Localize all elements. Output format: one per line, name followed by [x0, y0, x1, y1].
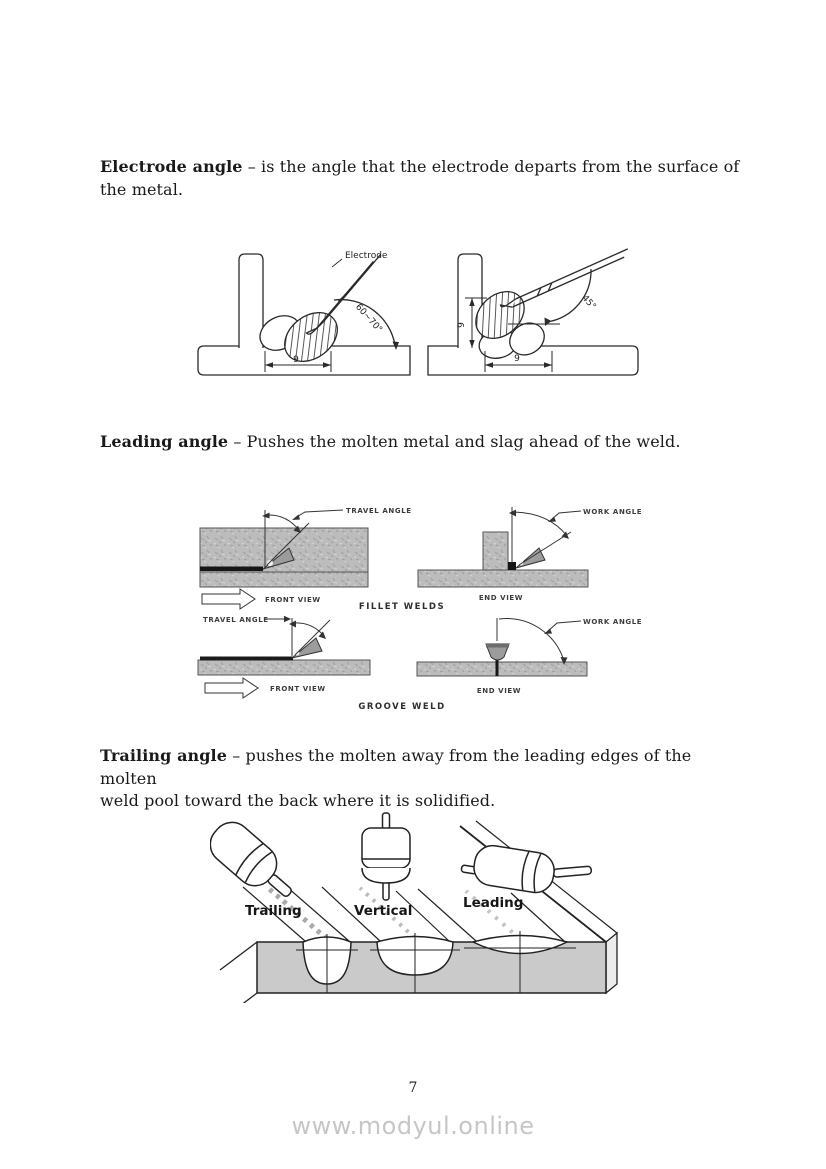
work-angle-label-fillet: WORK ANGLE: [583, 508, 643, 516]
electrode-label: Electrode: [345, 251, 388, 261]
weld-seam: [508, 562, 516, 570]
label-leader: [547, 621, 581, 632]
text-electrode-angle-line1: – is the angle that the electrode departs from the surface of: [242, 157, 740, 176]
front-view-label-groove: FRONT VIEW: [270, 685, 326, 693]
travel-angle-label-groove: TRAVEL ANGLE: [203, 616, 269, 624]
text-leading-angle-line1: – Pushes the molten metal and slag ahead of the weld.: [228, 432, 681, 451]
vertical-plate: [458, 254, 482, 348]
vertical-plate: [239, 254, 263, 348]
weld-seam: [200, 657, 293, 661]
angle-value-left: 60~70°: [353, 302, 384, 335]
term-leading-angle: Leading angle: [100, 432, 229, 451]
text-electrode-angle-line2: the metal.: [100, 179, 184, 199]
angle-arc: [334, 300, 399, 350]
fillet-front-view-diagram: [200, 510, 368, 609]
label-leading: Leading: [463, 895, 524, 911]
term-electrode-angle: Electrode angle: [100, 157, 243, 176]
label-leader: [551, 511, 581, 520]
dim-value-right-height: 9: [457, 322, 467, 328]
fillet-end-view-diagram: [418, 507, 588, 587]
slab-right-face: [606, 933, 617, 993]
weld-seam: [200, 567, 263, 572]
work-angle-arc: [514, 512, 567, 536]
travel-direction-arrow: [202, 589, 255, 609]
figure-travel-work-angle: [185, 493, 650, 715]
figure-electrode-angle: [195, 248, 640, 388]
label-leader: [295, 510, 343, 518]
tjoint-left-diagram: [198, 254, 410, 375]
tjoint-right-diagram: [428, 249, 638, 375]
weld-seam: [496, 659, 499, 676]
travel-direction-arrow: [205, 678, 258, 698]
text-trailing-angle-line1: – pushes the molten away from the leading edges of the molten: [100, 746, 692, 788]
term-trailing-angle: Trailing angle: [100, 746, 228, 765]
label-vertical: Vertical: [354, 903, 413, 919]
front-view-label-fillet: FRONT VIEW: [265, 596, 321, 604]
angle-value-right: 45°: [579, 293, 598, 312]
dim-value-left-width: 9: [293, 355, 299, 365]
text-trailing-angle-line2: weld pool toward the back where it is solidified.: [100, 791, 496, 810]
end-view-label-groove: END VIEW: [476, 687, 522, 695]
dim-value-right-width: 9: [514, 354, 520, 364]
work-angle-label-groove: WORK ANGLE: [583, 618, 643, 626]
paragraph-electrode-angle: [100, 156, 748, 201]
label-trailing: Trailing: [245, 903, 302, 919]
watermark: www.modyul.online: [291, 1112, 535, 1140]
figure-electrode-positions: [210, 803, 620, 1003]
travel-angle-label-fillet: TRAVEL ANGLE: [346, 507, 412, 515]
fillet-welds-title: FILLET WELDS: [358, 602, 446, 612]
travel-angle-arc: [294, 623, 324, 636]
groove-end-view-diagram: [417, 618, 587, 676]
page-number: 7: [408, 1080, 418, 1096]
paragraph-leading-angle: [100, 431, 748, 454]
groove-weld-title: GROOVE WELD: [358, 702, 446, 712]
end-view-label-fillet: END VIEW: [478, 594, 524, 602]
